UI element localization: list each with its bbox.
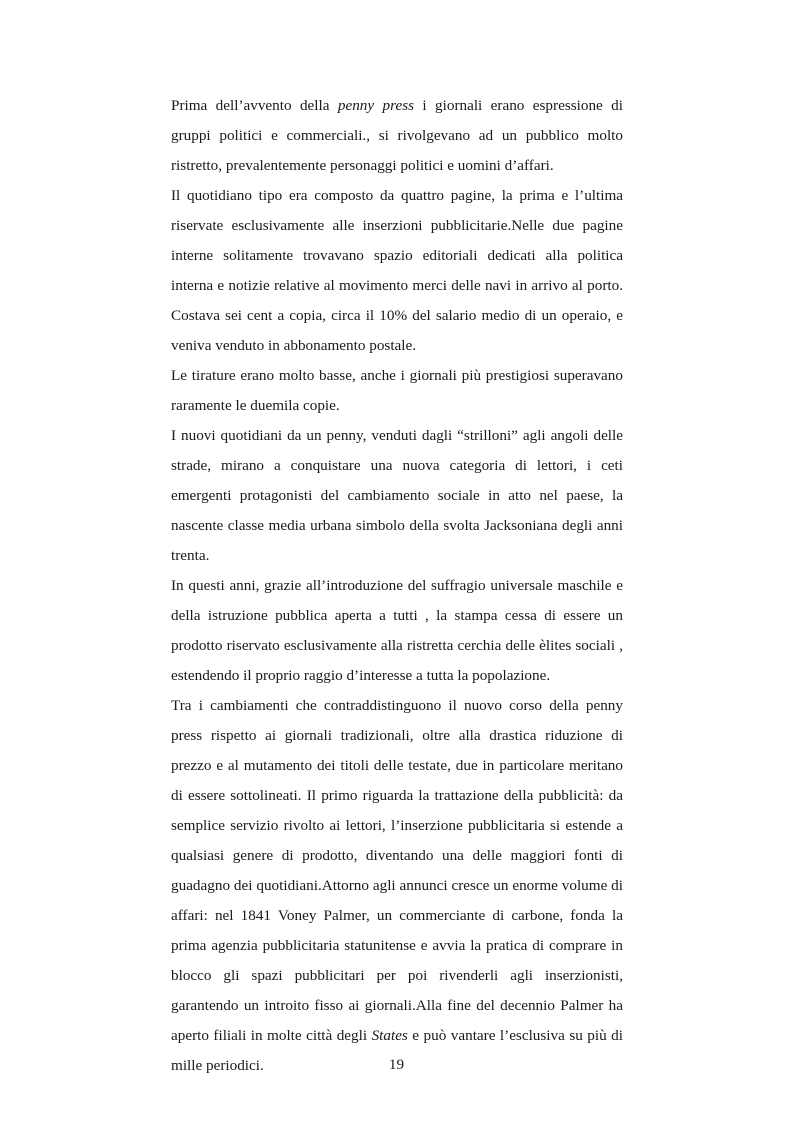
paragraph [171, 691, 623, 1081]
paragraph-text: i giornali erano espressione di gruppi politici e commerciali., si rivolgevano ad un pubblico molto ristretto, prevalentemente personaggi politici e uomini d’affari. [171, 97, 623, 174]
paragraph [171, 181, 623, 361]
paragraph [171, 571, 623, 691]
paragraph [171, 361, 623, 421]
paragraph [171, 421, 623, 571]
paragraph-text: Tra i cambiamenti che contraddistinguono il nuovo corso della penny press rispetto ai giornali tradizionali, oltre alla drastica riduzione di prezzo e al mutamento dei titoli delle testate, due in particolare meritano di essere sottolineati. Il primo riguarda la trattazione della pubblicità: da semplice servizio rivolto ai lettori, l’inserzione pubblicitaria si estende a qualsiasi genere di prodotto, diventando una delle maggiori fonti di guadagno dei quotidiani.Attorno agli annunci cresce un enorme volume di affari: nel 1841 Voney Palmer, un commerciante di carbone, fonda la prima agenzia pubblicitaria statunitense e avvia la pratica di comprare in blocco gli spazi pubblicitari per poi rivenderli agli inserzionisti, garantendo un introito fisso ai giornali.Alla fine del decennio Palmer ha aperto filiali in molte città degli [171, 697, 623, 1044]
paragraph-text: Le tirature erano molto basse, anche i giornali più prestigiosi superavano raramente le duemila copie. [171, 367, 623, 414]
paragraph-text: Prima dell’avvento della [171, 97, 338, 114]
paragraph-text: In questi anni, grazie all’introduzione del suffragio universale maschile e della istruzione pubblica aperta a tutti , la stampa cessa di essere un prodotto riservato esclusivamente alla ristretta cerchia delle èlites sociali , estendendo il proprio raggio d’interesse a tutta la popolazione. [171, 577, 623, 684]
paragraph-text: e può vantare l’esclusiva su più di mille periodici. [171, 1027, 623, 1074]
paragraph-text: I nuovi quotidiani da un penny, venduti dagli “strilloni” agli angoli delle strade, mirano a conquistare una nuova categoria di lettori, i ceti emergenti protagonisti del cambiamento sociale in atto nel paese, la nascente classe media urbana simbolo della svolta Jacksoniana degli anni trenta. [171, 427, 623, 564]
italic-term: penny press [337, 97, 415, 114]
italic-term: States [371, 1027, 408, 1044]
paragraph-text: Il quotidiano tipo era composto da quattro pagine, la prima e l’ultima riservate esclusivamente alle inserzioni pubblicitarie.Nelle due pagine interne solitamente trovavano spazio editoriali dedicati alla politica interna e notizie relative al movimento merci delle navi in arrivo al porto. Costava sei cent a copia, circa il 10% del salario medio di un operaio, e veniva venduto in abbonamento postale. [171, 187, 623, 354]
page-number: 19 [388, 1056, 405, 1073]
document-body [171, 91, 623, 1081]
paragraph [171, 91, 623, 181]
